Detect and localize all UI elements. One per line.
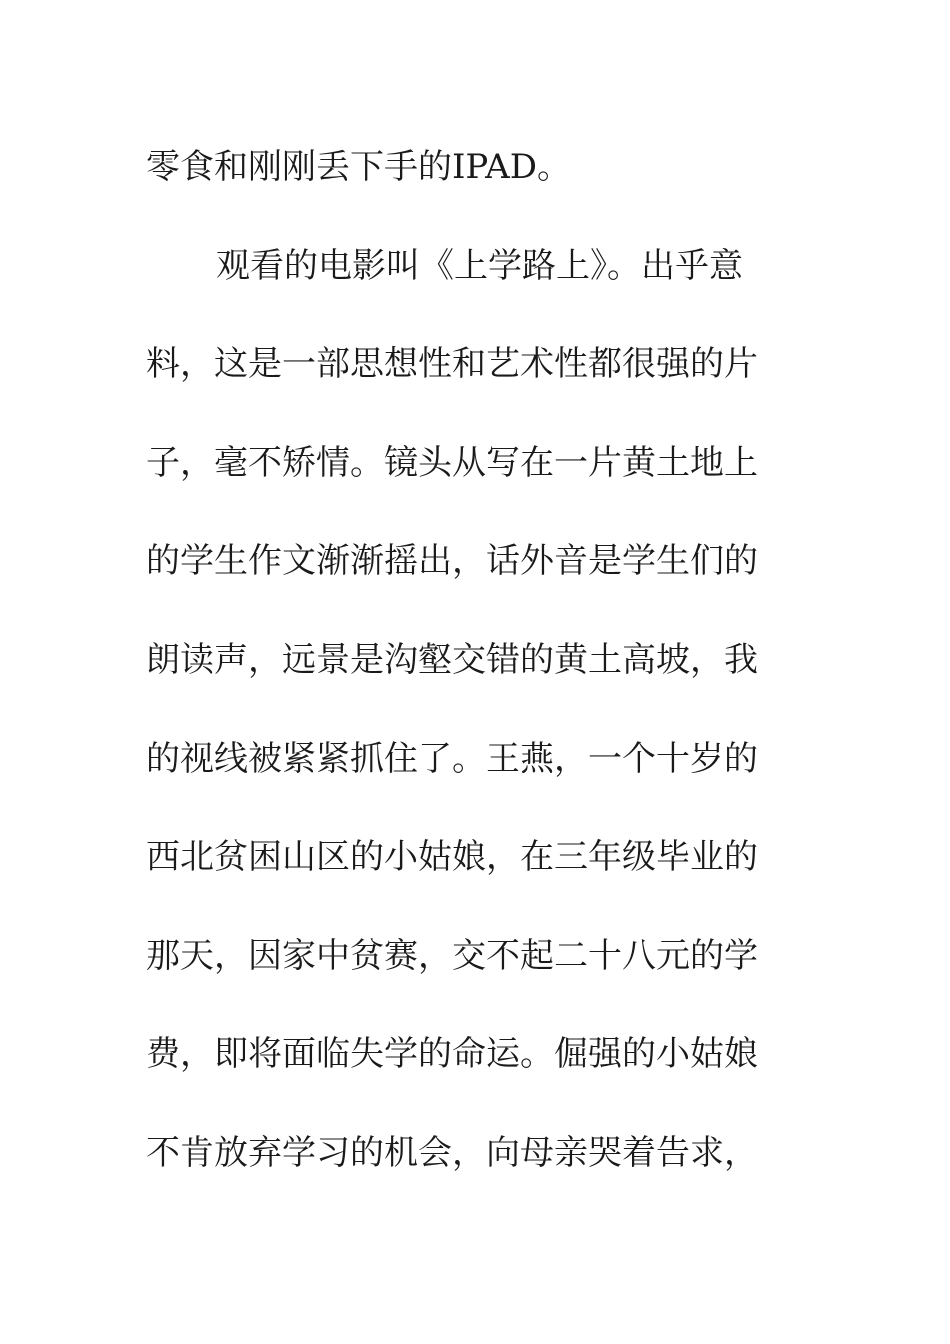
text-line: 零食和刚刚丢下手的IPAD。 (146, 147, 571, 187)
text-line: 的学生作文渐渐摇出，话外音是学生们的 (146, 541, 758, 582)
text-line: 子，毫不矫情。镜头从写在一片黄土地上 (146, 442, 758, 483)
text-line: 西北贫困山区的小姑娘，在三年级毕业的 (146, 837, 758, 878)
paragraph-first-line: 观看的电影叫《上学路上》。出乎意 (216, 245, 743, 286)
text-line: 费，即将面临失学的命运。倔强的小姑娘 (146, 1034, 758, 1075)
text-line: 不肯放弃学习的机会，向母亲哭着告求， (146, 1132, 758, 1173)
body-text (146, 118, 786, 1203)
text-line: 朗读声，远景是沟壑交错的黄土高坡，我 (146, 639, 758, 680)
text-line: 的视线被紧紧抓住了。王燕，一个十岁的 (146, 738, 758, 779)
text-line: 料，这是一部思想性和艺术性都很强的片 (146, 344, 758, 385)
text-line: 那天，因家中贫赛，交不起二十八元的学 (146, 935, 758, 976)
